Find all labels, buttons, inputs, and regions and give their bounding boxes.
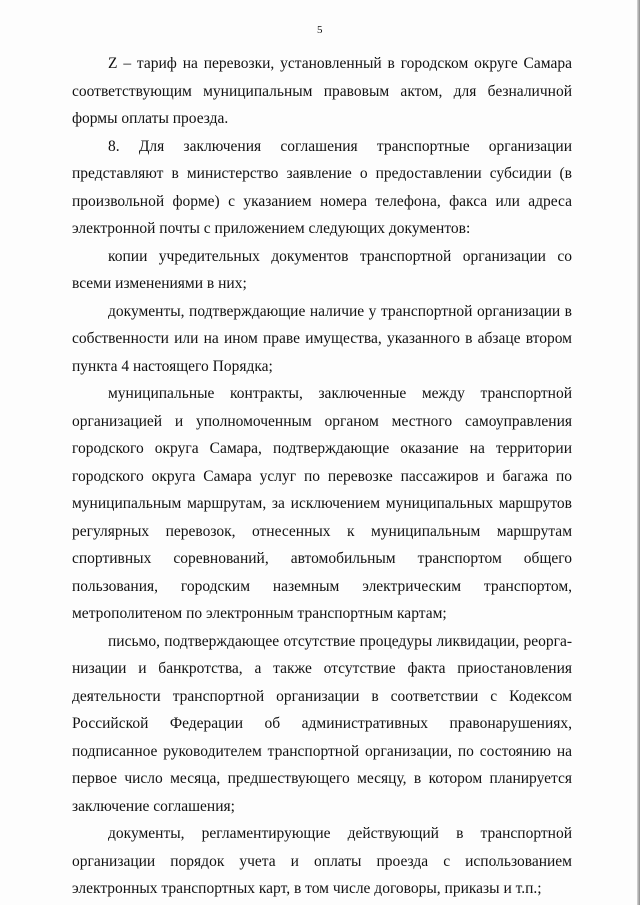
paragraph-clause-8: 8. Для заключения соглашения транспортные организации представляют в министерство заявление о предоставлении субсидии (в произвольной форме) с указанием номера телефона, факса или адреса электронной почты с приложением следующих документов: [72, 137, 572, 237]
page-number: 5 [317, 24, 323, 36]
paragraph-no-liquidation-letter: письмо, подтверждающее отсутствие процедуры ликвидации, реорганизации и банкротства, а также отсутствие факта приостановления деятельности транспортной организации в соответствии с Кодексом Российской Федерации об административных правонарушениях, подписанное руководителем транспортной организации, по состоянию на первое число месяца, предшествующего месяцу, в котором планируется заключение соглашения; [72, 632, 572, 815]
paragraph-fare-accounting-documents: документы, регламентирующие действующий в транспортной организации порядок учета и оплаты проезда с использованием электронных транспортных карт, в том числе договоры, приказы и т.п.; [72, 825, 572, 897]
paragraph-tariff-definition: Z – тариф на перевозки, установленный в городском округе Самара соответствующим муниципальным правовым актом, для безналичной формы оплаты проезда. [72, 55, 572, 127]
paragraph-municipal-contracts: муниципальные контракты, заключенные между транспортной организацией и уполномоченным органом местного самоуправления городского округа Самара, подтверждающие оказание на территории городского округа Самара услуг по перевозке пассажиров и багажа по муниципальным маршрутам, за исключением муниципальных маршрутов регулярных перевозок, отнесенных к муниципальным маршрутам спортивных соревнований, автомобильным транспортом общего пользования, городским наземным электрическим транспортом, метрополитеном по электронным транспортным картам; [72, 385, 572, 622]
paragraph-property-documents: документы, подтверждающие наличие у транспортной организации в собственности или на ином праве имущества, указанного в абзаце втором пункта 4 настоящего Порядка; [72, 302, 572, 375]
paragraph-founding-documents: копии учредительных документов транспортной организации со всеми изменениями в них; [72, 247, 572, 292]
document-body [72, 50, 572, 903]
